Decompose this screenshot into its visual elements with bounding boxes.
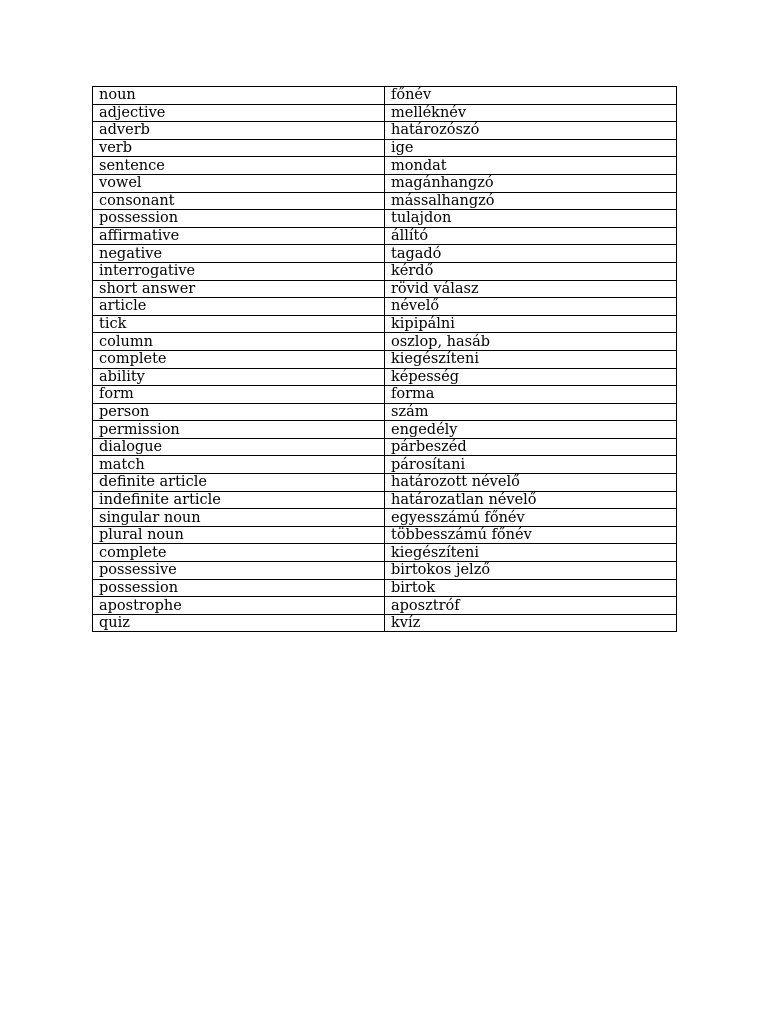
hungarian-translation-cell: kiegészíteni <box>385 544 677 562</box>
table-row <box>93 597 677 615</box>
hungarian-translation-cell: kiegészíteni <box>385 350 677 368</box>
hungarian-translation-cell: birtok <box>385 579 677 597</box>
hungarian-translation-cell: mássalhangzó <box>385 192 677 210</box>
table-row <box>93 386 677 404</box>
table-row <box>93 87 677 105</box>
table-row <box>93 421 677 439</box>
hungarian-translation-cell: birtokos jelző <box>385 562 677 580</box>
table-row <box>93 333 677 351</box>
english-term-cell: singular noun <box>93 509 385 527</box>
hungarian-translation-cell: képesség <box>385 368 677 386</box>
english-term-cell: match <box>93 456 385 474</box>
table-row <box>93 579 677 597</box>
table-row <box>93 350 677 368</box>
english-term-cell: possessive <box>93 562 385 580</box>
english-term-cell: apostrophe <box>93 597 385 615</box>
english-term-cell: possession <box>93 210 385 228</box>
hungarian-translation-cell: mondat <box>385 157 677 175</box>
hungarian-translation-cell: állító <box>385 227 677 245</box>
english-term-cell: consonant <box>93 192 385 210</box>
table-row <box>93 122 677 140</box>
table-row <box>93 438 677 456</box>
english-term-cell: noun <box>93 87 385 105</box>
table-row <box>93 474 677 492</box>
english-term-cell: plural noun <box>93 526 385 544</box>
hungarian-translation-cell: párosítani <box>385 456 677 474</box>
table-row <box>93 456 677 474</box>
english-term-cell: affirmative <box>93 227 385 245</box>
english-term-cell: adjective <box>93 104 385 122</box>
table-row <box>93 192 677 210</box>
english-term-cell: possession <box>93 579 385 597</box>
english-term-cell: indefinite article <box>93 491 385 509</box>
hungarian-translation-cell: rövid válasz <box>385 280 677 298</box>
hungarian-translation-cell: névelő <box>385 298 677 316</box>
hungarian-translation-cell: főnév <box>385 87 677 105</box>
table-row <box>93 157 677 175</box>
english-term-cell: dialogue <box>93 438 385 456</box>
english-term-cell: person <box>93 403 385 421</box>
english-term-cell: vowel <box>93 174 385 192</box>
table-row <box>93 210 677 228</box>
english-term-cell: tick <box>93 315 385 333</box>
table-row <box>93 526 677 544</box>
table-row <box>93 174 677 192</box>
hungarian-translation-cell: kvíz <box>385 614 677 632</box>
hungarian-translation-cell: magánhangzó <box>385 174 677 192</box>
english-term-cell: adverb <box>93 122 385 140</box>
hungarian-translation-cell: határozószó <box>385 122 677 140</box>
table-row <box>93 245 677 263</box>
hungarian-translation-cell: kipipálni <box>385 315 677 333</box>
table-row <box>93 509 677 527</box>
hungarian-translation-cell: párbeszéd <box>385 438 677 456</box>
hungarian-translation-cell: melléknév <box>385 104 677 122</box>
english-term-cell: complete <box>93 544 385 562</box>
table-row <box>93 315 677 333</box>
english-term-cell: quiz <box>93 614 385 632</box>
vocabulary-table <box>92 86 677 632</box>
hungarian-translation-cell: kérdő <box>385 262 677 280</box>
table-row <box>93 491 677 509</box>
english-term-cell: verb <box>93 139 385 157</box>
english-term-cell: negative <box>93 245 385 263</box>
hungarian-translation-cell: tagadó <box>385 245 677 263</box>
hungarian-translation-cell: határozott névelő <box>385 474 677 492</box>
hungarian-translation-cell: forma <box>385 386 677 404</box>
hungarian-translation-cell: engedély <box>385 421 677 439</box>
vocabulary-table-body <box>93 87 677 632</box>
table-row <box>93 262 677 280</box>
table-row <box>93 614 677 632</box>
hungarian-translation-cell: többesszámú főnév <box>385 526 677 544</box>
hungarian-translation-cell: szám <box>385 403 677 421</box>
table-row <box>93 104 677 122</box>
hungarian-translation-cell: egyesszámú főnév <box>385 509 677 527</box>
table-row <box>93 403 677 421</box>
english-term-cell: permission <box>93 421 385 439</box>
english-term-cell: ability <box>93 368 385 386</box>
hungarian-translation-cell: tulajdon <box>385 210 677 228</box>
english-term-cell: column <box>93 333 385 351</box>
english-term-cell: interrogative <box>93 262 385 280</box>
table-row <box>93 368 677 386</box>
english-term-cell: definite article <box>93 474 385 492</box>
table-row <box>93 227 677 245</box>
table-row <box>93 544 677 562</box>
table-row <box>93 562 677 580</box>
english-term-cell: sentence <box>93 157 385 175</box>
english-term-cell: article <box>93 298 385 316</box>
table-row <box>93 298 677 316</box>
hungarian-translation-cell: határozatlan névelő <box>385 491 677 509</box>
hungarian-translation-cell: ige <box>385 139 677 157</box>
hungarian-translation-cell: oszlop, hasáb <box>385 333 677 351</box>
english-term-cell: form <box>93 386 385 404</box>
table-row <box>93 280 677 298</box>
english-term-cell: short answer <box>93 280 385 298</box>
english-term-cell: complete <box>93 350 385 368</box>
table-row <box>93 139 677 157</box>
hungarian-translation-cell: aposztróf <box>385 597 677 615</box>
